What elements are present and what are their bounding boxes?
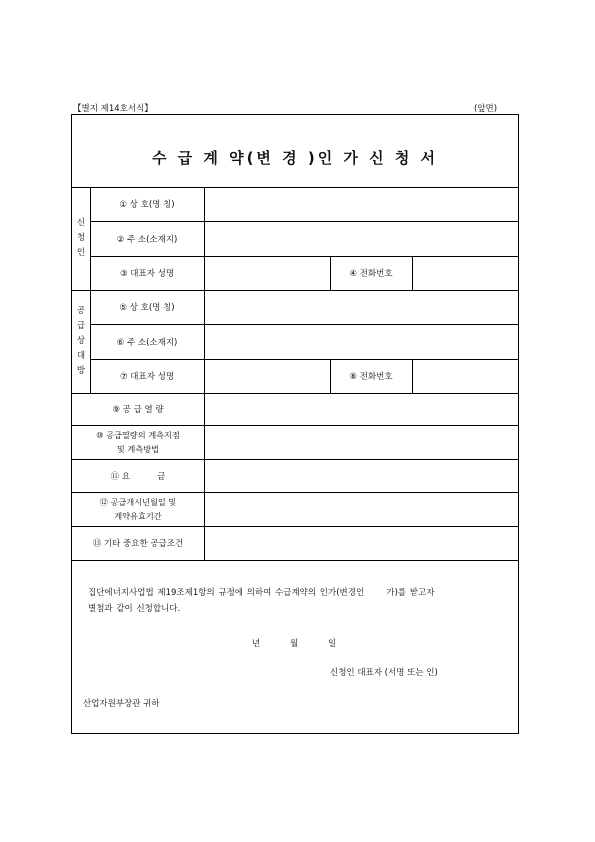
fee-label: ⑪ 요 금 [110, 471, 166, 482]
counterparty-address-field[interactable] [204, 324, 518, 359]
counterparty-name-label: ⑤ 상 호(명 칭) [119, 303, 175, 313]
supply-volume-field[interactable] [204, 393, 518, 425]
other-conditions-label: ⑬ 기타 중요한 공급조건 [92, 539, 184, 549]
applicant-phone-label: ④ 전화번호 [349, 269, 393, 279]
supply-period-label: ⑫ 공급개시년월일 및 계약유효기간 [99, 497, 177, 521]
applicant-group-label: 신 청 인 [76, 218, 86, 258]
supply-volume-label: ⑨ 공 급 열 량 [112, 405, 164, 415]
counterparty-rep-label: ⑦ 대표자 성명 [119, 372, 175, 382]
applicant-address-field[interactable] [204, 221, 518, 256]
date-day-label: 일 [328, 639, 337, 649]
divider-table-end [72, 560, 518, 561]
counterparty-phone-field[interactable] [412, 359, 518, 393]
applicant-rep-label: ③ 대표자 성명 [119, 269, 175, 279]
form-number: 【별지 제14호서식】 [73, 104, 153, 114]
form-title: 수 급 계 약(변 경 )인 가 신 청 서 [151, 149, 439, 167]
supply-period-field[interactable] [204, 492, 518, 526]
applicant-signature-line: 신청인 대표자 (서명 또는 인) [330, 668, 438, 678]
applicant-name-field[interactable] [204, 187, 518, 221]
applicant-rep-field[interactable] [204, 256, 330, 290]
counterparty-rep-field[interactable] [204, 359, 330, 393]
declaration-text: 집단에너지사업법 제19조제1항의 규정에 의하여 수급계약의 인가(변경인 가)를 받고자 별첨과 같이 신청합니다. [88, 588, 435, 614]
counterparty-phone-label: ⑧ 전화번호 [349, 372, 393, 382]
applicant-name-label: ① 상 호(명 칭) [119, 200, 175, 210]
counterparty-name-field[interactable] [204, 290, 518, 324]
date-month-label: 월 [290, 639, 299, 649]
metering-field[interactable] [204, 425, 518, 459]
page-side-label: (앞면) [474, 104, 498, 114]
counterparty-group-label: 공 급 상 대 방 [76, 306, 86, 376]
fee-field[interactable] [204, 459, 518, 492]
other-conditions-field[interactable] [204, 526, 518, 560]
recipient: 산업자원부장관 귀하 [83, 699, 160, 709]
counterparty-address-label: ⑥ 주 소(소재지) [116, 337, 178, 348]
applicant-phone-field[interactable] [412, 256, 518, 290]
date-year-label: 년 [252, 639, 261, 649]
applicant-address-label: ② 주 소(소재지) [116, 234, 178, 245]
application-form [71, 114, 519, 734]
metering-label: ⑩ 공급열량의 계측지점 및 계측방법 [96, 430, 180, 454]
